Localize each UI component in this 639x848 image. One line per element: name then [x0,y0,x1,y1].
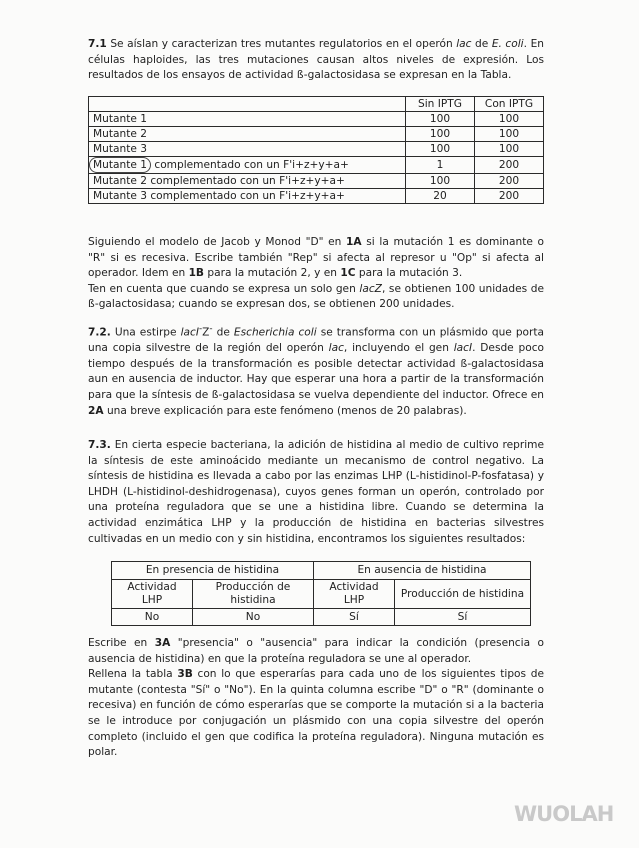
q71-table [88,96,544,204]
q73-table: En presencia de histidina En ausencia de histidina Actividad LHP Producción de histidina Actividad LHP Producción de histidina No No Sí Sí [111,561,531,626]
table-row: Mutante 3 100 100 [89,142,544,157]
table-row: Mutante 2 100 100 [89,127,544,142]
q73-instructions: Escribe en 3A "presencia" o "ausencia" para indicar la condición (presencia o ausencia de histidina) en que la proteína reguladora se une al operador. Rellena la tabla 3B con lo que esperarías para cada uno de los siguientes tipos de mutante (contesta "Sí" o "No"). En la quinta columna escribe "D" o "R" (dominante o recesiva) en función de cómo esperarías que se comporte la mutación si a la bacteria se le introduce por conjugación un plásmido con una copia silvestre del operón completo (incluido el gen que codifica la proteína reguladora). Ninguna mutación es polar. [88,637,544,759]
table-row: Mutante 3 complementado con un F'i+z+y+a+ 20 200 [89,189,544,204]
table-row: No No Sí Sí [112,609,531,626]
watermark-logo: WUOLAH [514,802,614,826]
table-header: Sin IPTG Con IPTG [89,97,544,112]
table-row: Mutante 1 100 100 [89,112,544,127]
q72-paragraph: 7.2. Una estirpe lacI-Z- de Escherichia coli se transforma con un plásmido que porta una copia silvestre de la región del operón lac, incluyendo el gen lacI. Desde poco tiempo después de la transformación es posible detectar actividad ß-galactosidasa aun en ausencia de inductor. Hay que esperar una hora a partir de la transformación para que la síntesis de ß-galactosidasa se vuelva dependiente del inductor. Ofrece en 2A una breve explicación para este fenómeno (menos de 20 palabras). [88,324,545,417]
table-row: Mutante 1 complementado con un F'i+z+y+a+ 1 200 [89,157,544,174]
q71-number: 7.1 [88,38,107,50]
q71-instructions: Siguiendo el modelo de Jacob y Monod "D" en 1A si la mutación 1 es dominante o "R" si es recesiva. Escribe también "Rep" si afecta al represor u "Op" si afecta al operador. Idem en 1B para la mutación 2, y en 1C para la mutación 3. Ten en cuenta que cuando se expresa un solo gen lacZ, se obtienen 100 unidades de ß-galactosidasa; cuando se expresan dos, se obtienen 200 unidades. [88,236,544,311]
table-row: Mutante 2 complementado con un F'i+z+y+a+ 100 200 [89,174,544,189]
q71-intro: 7.1 Se aíslan y caracterizan tres mutantes regulatorios en el operón lac de E. coli. En células haploides, las tres mutaciones causan altos niveles de expresión. Los resultados de los ensayos de actividad ß-galactosidasa se expresan en la Tabla. [88,38,544,82]
handwritten-circle: Mutante 1 [89,157,151,173]
q72-number: 7.2. [88,326,111,339]
q73-paragraph: 7.3. En cierta especie bacteriana, la adición de histidina al medio de cultivo reprime la síntesis de este aminoácido mediante un mecanismo de control negativo. La síntesis de histidina es llevada a cabo por las enzimas LHP (L-histidinol-P-fosfatasa) y LHDH (L-histidinol-deshidrogenasa), cuyos genes forman un operón, controlado por una proteína reguladora que se une a histidina libre. Cuando se determina la actividad enzimática LHP y la producción de histidina en bacterias silvestres cultivadas en un medio con y sin histidina, encontramos los siguientes resultados: [88,439,545,545]
q73-number: 7.3. [88,439,111,451]
